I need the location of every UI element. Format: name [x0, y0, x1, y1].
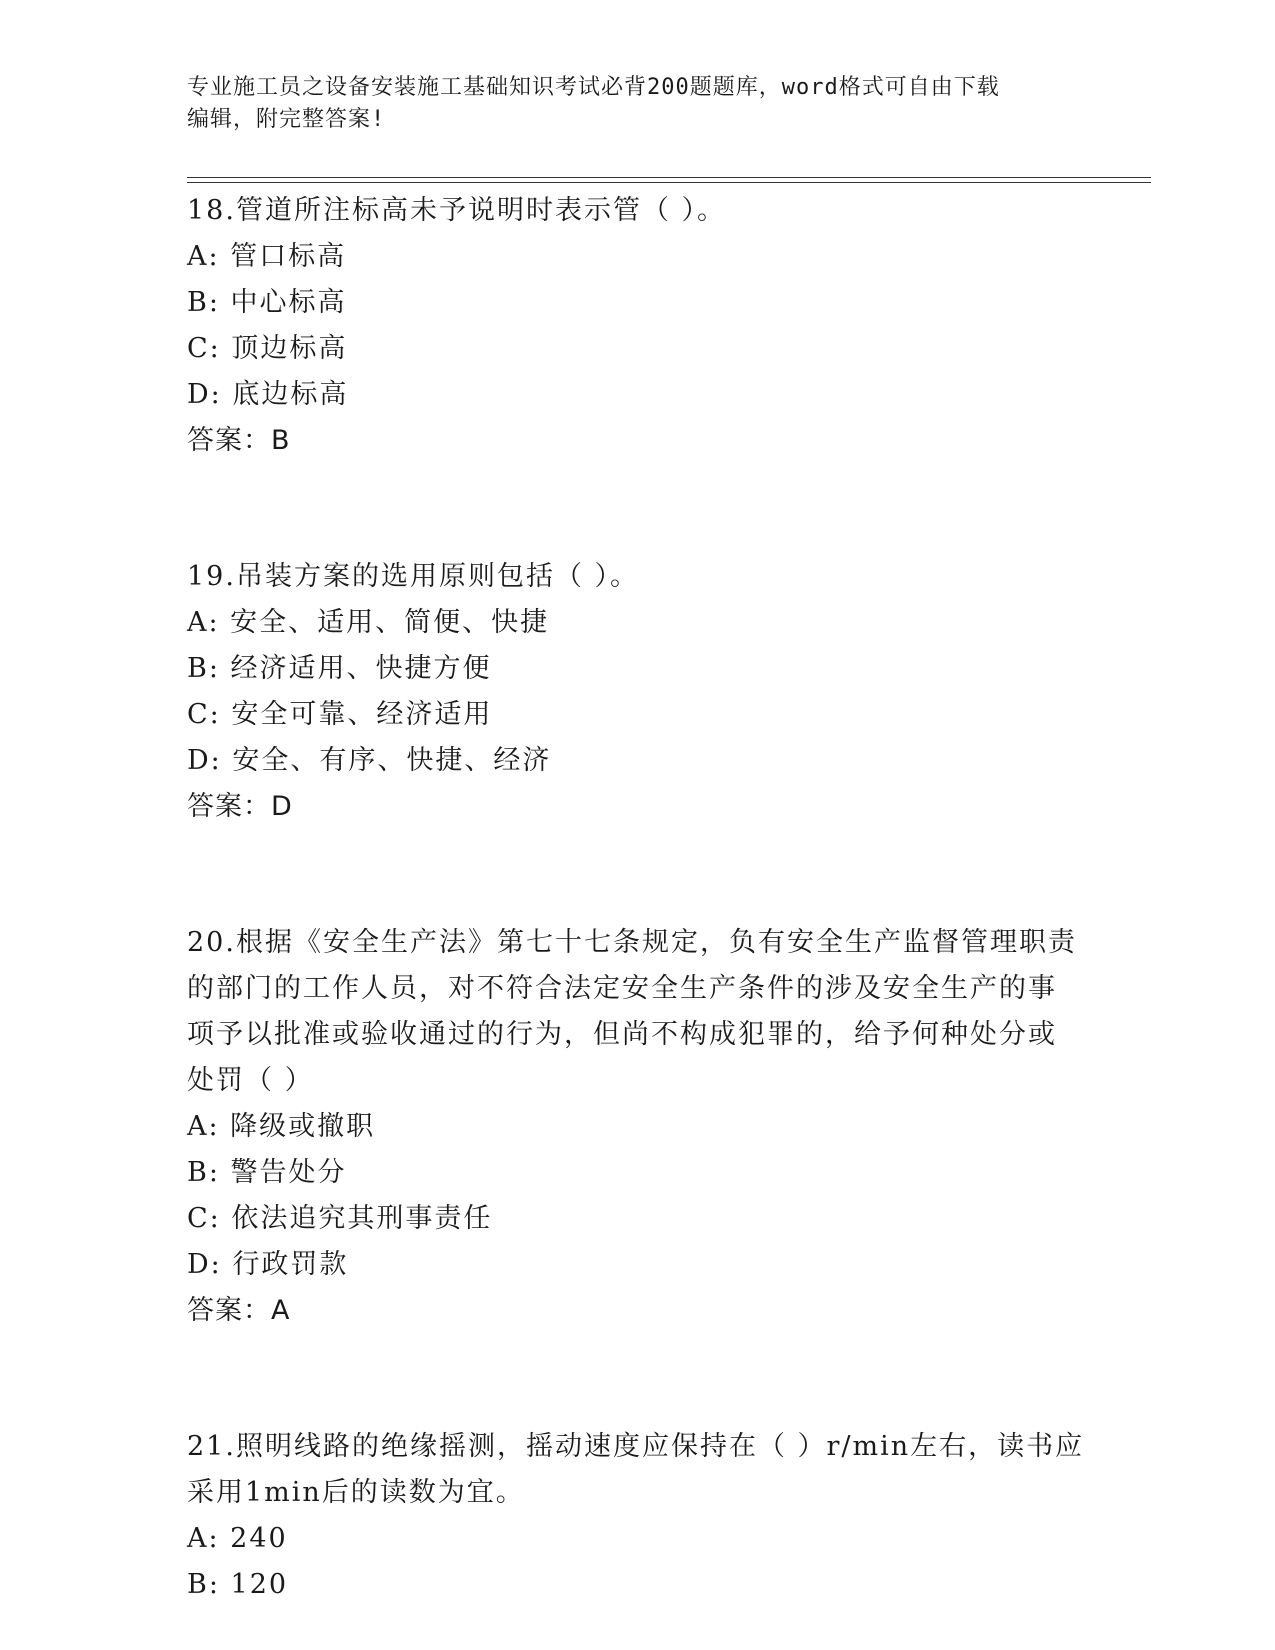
option-d: D: 安全、有序、快捷、经济 [187, 745, 552, 776]
option-b: B: 经济适用、快捷方便 [187, 653, 492, 684]
option-b: B: 120 [187, 1569, 289, 1600]
question-19 [187, 554, 1087, 830]
answer-label: 答案：B [187, 425, 291, 456]
option-a: A: 降级或撤职 [187, 1111, 376, 1142]
question-spacer [187, 464, 1087, 554]
question-stem-line-4: 处罚（ ） [187, 1065, 314, 1096]
question-spacer [187, 1334, 1087, 1424]
question-list [187, 188, 1087, 1608]
option-b: B: 警告处分 [187, 1157, 347, 1188]
question-18 [187, 188, 1087, 464]
question-stem-line-1: 21.照明线路的绝缘摇测，摇动速度应保持在（ ）r/min左右，读书应 [187, 1431, 1085, 1462]
option-a: A: 管口标高 [187, 241, 347, 272]
option-a: A: 240 [187, 1523, 288, 1554]
question-stem-line-2: 的部门的工作人员，对不符合法定安全生产条件的涉及安全生产的事 [187, 973, 1057, 1004]
answer-label: 答案：D [187, 791, 293, 822]
header-divider-bottom [187, 182, 1151, 183]
question-stem: 18.管道所注标高未予说明时表示管（ ）。 [187, 195, 727, 226]
option-d: D: 底边标高 [187, 379, 349, 410]
option-c: C: 安全可靠、经济适用 [187, 699, 493, 730]
question-spacer [187, 830, 1087, 920]
document-header [187, 72, 1087, 136]
option-d: D: 行政罚款 [187, 1249, 349, 1280]
header-divider-top [187, 177, 1151, 178]
option-a: A: 安全、适用、简便、快捷 [187, 607, 550, 638]
option-c: C: 依法追究其刑事责任 [187, 1203, 493, 1234]
question-stem-line-3: 项予以批准或验收通过的行为，但尚不构成犯罪的，给予何种处分或 [187, 1019, 1057, 1050]
answer-label: 答案：A [187, 1295, 291, 1326]
header-line-2: 编辑，附完整答案! [187, 107, 386, 132]
question-stem-line-2: 采用1min后的读数为宜。 [187, 1477, 525, 1508]
question-21 [187, 1424, 1087, 1608]
question-stem: 19.吊装方案的选用原则包括（ ）。 [187, 561, 640, 592]
question-20 [187, 920, 1087, 1334]
option-b: B: 中心标高 [187, 287, 347, 318]
option-c: C: 顶边标高 [187, 333, 348, 364]
question-stem-line-1: 20.根据《安全生产法》第七十七条规定，负有安全生产监督管理职责 [187, 927, 1077, 958]
header-line-1: 专业施工员之设备安装施工基础知识考试必背200题题库，word格式可自由下载 [187, 75, 1000, 100]
